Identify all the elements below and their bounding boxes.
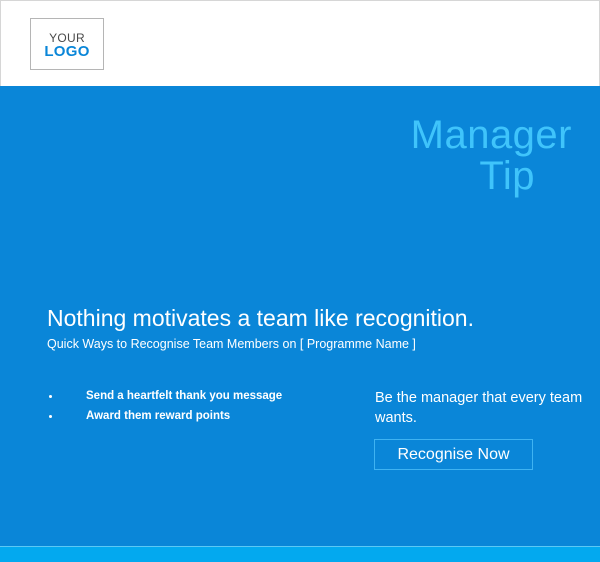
headline: Nothing motivates a team like recognition. — [47, 305, 474, 331]
logo — [30, 18, 104, 70]
cta-message: Be the manager that every team wants. — [375, 390, 583, 426]
footer-strip — [0, 546, 600, 562]
manager-tip-title-line2: Tip — [479, 154, 535, 198]
list-item-text: Send a heartfelt thank you message — [86, 390, 283, 402]
subheadline: Quick Ways to Recognise Team Members on [ Programme Name ] — [47, 337, 416, 351]
header — [0, 0, 600, 86]
logo-line-your: YOUR — [49, 31, 85, 45]
manager-tip-title-line1: Manager — [410, 113, 572, 157]
logo-line-logo: LOGO — [44, 43, 90, 60]
list-item-text: Award them reward points — [86, 410, 231, 422]
recognise-now-button[interactable]: Recognise Now — [374, 439, 533, 470]
bullet-icon — [49, 395, 52, 398]
bullet-icon — [49, 415, 52, 418]
